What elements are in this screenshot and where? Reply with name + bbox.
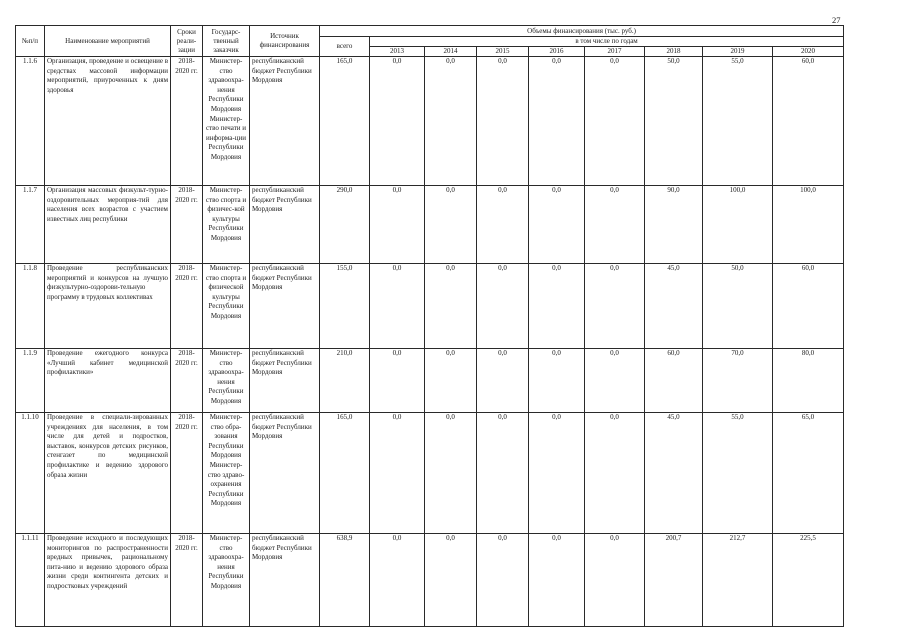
row-customer: Министер-ство здравоохра-нения Республики Мордовия xyxy=(203,534,250,627)
row-value: 0,0 xyxy=(529,57,585,186)
row-value: 0,0 xyxy=(477,534,529,627)
row-value: 0,0 xyxy=(370,413,425,534)
row-value: 60,0 xyxy=(773,57,844,186)
row-value: 0,0 xyxy=(585,349,645,413)
row-total: 290,0 xyxy=(320,186,370,264)
row-value: 0,0 xyxy=(425,534,477,627)
row-value: 0,0 xyxy=(477,186,529,264)
row-source: республиканский бюджет Республики Мордовия xyxy=(250,413,320,534)
row-value: 0,0 xyxy=(425,413,477,534)
row-value: 0,0 xyxy=(477,349,529,413)
row-value: 60,0 xyxy=(645,349,703,413)
header-name: Наименование мероприятий xyxy=(45,26,171,57)
row-value: 0,0 xyxy=(529,186,585,264)
row-value: 0,0 xyxy=(477,413,529,534)
row-total: 638,9 xyxy=(320,534,370,627)
row-number: 1.1.10 xyxy=(16,413,45,534)
header-num: №п/п xyxy=(16,26,45,57)
row-number: 1.1.9 xyxy=(16,349,45,413)
header-year: 2018 xyxy=(645,47,703,57)
row-value: 70,0 xyxy=(703,349,773,413)
row-total: 165,0 xyxy=(320,413,370,534)
header-year: 2015 xyxy=(477,47,529,57)
table-row xyxy=(16,264,844,349)
row-value: 0,0 xyxy=(370,186,425,264)
row-value: 0,0 xyxy=(529,264,585,349)
row-value: 0,0 xyxy=(370,57,425,186)
row-value: 0,0 xyxy=(425,349,477,413)
row-total: 155,0 xyxy=(320,264,370,349)
page-number: 27 xyxy=(832,15,841,25)
row-term: 2018-2020 гг. xyxy=(171,186,203,264)
header-year: 2017 xyxy=(585,47,645,57)
row-value: 200,7 xyxy=(645,534,703,627)
financing-table xyxy=(15,25,844,627)
row-value: 0,0 xyxy=(529,349,585,413)
table-row xyxy=(16,349,844,413)
row-value: 50,0 xyxy=(645,57,703,186)
row-customer: Министер-ство обра-зования Республики Мордовия Министер-ство здраво-охранения Республики Мордовия xyxy=(203,413,250,534)
row-value: 45,0 xyxy=(645,264,703,349)
row-number: 1.1.6 xyxy=(16,57,45,186)
row-source: республиканский бюджет Республики Мордовия xyxy=(250,57,320,186)
header-term: Сроки реали-зации xyxy=(171,26,203,57)
row-activity-name: Организация, проведение и освещение в средствах массовой информации мероприятий, приуроченных к дням здоровья xyxy=(45,57,171,186)
table-row xyxy=(16,534,844,627)
row-activity-name: Проведение исходного и последующих мониторингов по распространенности вредных привычек, рациональному пита-нию и ведению здорового образа жизни среди контингента детских и подростковых учреждений xyxy=(45,534,171,627)
row-value: 212,7 xyxy=(703,534,773,627)
row-activity-name: Проведение в специали-зированных учреждениях для населения, в том числе для детей и подростков, выставок, конкурсов детских рисунков, стенгазет по медицинской профилактике и ведению здорового образа жизни xyxy=(45,413,171,534)
row-value: 0,0 xyxy=(477,57,529,186)
row-source: республиканский бюджет Республики Мордовия xyxy=(250,534,320,627)
row-value: 0,0 xyxy=(585,264,645,349)
row-value: 0,0 xyxy=(585,186,645,264)
row-term: 2018-2020 гг. xyxy=(171,57,203,186)
row-term: 2018-2020 гг. xyxy=(171,413,203,534)
row-term: 2018-2020 гг. xyxy=(171,264,203,349)
row-value: 100,0 xyxy=(703,186,773,264)
row-value: 45,0 xyxy=(645,413,703,534)
header-year: 2013 xyxy=(370,47,425,57)
row-value: 80,0 xyxy=(773,349,844,413)
header-year: 2016 xyxy=(529,47,585,57)
row-value: 0,0 xyxy=(585,413,645,534)
row-value: 0,0 xyxy=(529,534,585,627)
header-year: 2014 xyxy=(425,47,477,57)
header-by-years: в том числе по годам xyxy=(370,37,844,47)
row-source: республиканский бюджет Республики Мордовия xyxy=(250,186,320,264)
row-customer: Министер-ство спорта и физической культуры Республики Мордовия xyxy=(203,264,250,349)
row-value: 50,0 xyxy=(703,264,773,349)
row-customer: Министер-ство здравоохра-нения Республики Мордовия xyxy=(203,349,250,413)
row-value: 55,0 xyxy=(703,413,773,534)
row-value: 0,0 xyxy=(370,264,425,349)
row-customer: Министер-ство здравоохра-нения Республики Мордовия Министер-ство печати и информа-ции Республики Мордовия xyxy=(203,57,250,186)
row-value: 0,0 xyxy=(370,534,425,627)
row-value: 0,0 xyxy=(425,57,477,186)
row-value: 0,0 xyxy=(585,534,645,627)
row-value: 90,0 xyxy=(645,186,703,264)
row-term: 2018-2020 гг. xyxy=(171,534,203,627)
row-value: 0,0 xyxy=(585,57,645,186)
row-customer: Министер-ство спорта и физичес-кой культуры Республики Мордовия xyxy=(203,186,250,264)
row-number: 1.1.7 xyxy=(16,186,45,264)
row-activity-name: Проведение республиканских мероприятий и конкурсов на лучшую физкультурно-оздорови-тельную программу в трудовых коллективах xyxy=(45,264,171,349)
row-value: 100,0 xyxy=(773,186,844,264)
table-row xyxy=(16,413,844,534)
row-number: 1.1.11 xyxy=(16,534,45,627)
header-source: Источник финансирования xyxy=(250,26,320,57)
table-row xyxy=(16,57,844,186)
row-value: 0,0 xyxy=(477,264,529,349)
row-value: 65,0 xyxy=(773,413,844,534)
row-total: 210,0 xyxy=(320,349,370,413)
row-value: 225,5 xyxy=(773,534,844,627)
row-value: 0,0 xyxy=(370,349,425,413)
row-value: 0,0 xyxy=(529,413,585,534)
row-activity-name: Проведение ежегодного конкурса «Лучший кабинет медицинской профилактики» xyxy=(45,349,171,413)
header-year: 2019 xyxy=(703,47,773,57)
header-volume: Объемы финансирования (тыс. руб.) xyxy=(320,26,844,37)
header-customer: Государс-твенный заказчик xyxy=(203,26,250,57)
row-value: 55,0 xyxy=(703,57,773,186)
row-activity-name: Организация массовых физкульт-турно-оздоровительных мероприя-тий для населения всех возрастов с участием известных лиц республики xyxy=(45,186,171,264)
row-source: республиканский бюджет Республики Мордовия xyxy=(250,264,320,349)
table-row xyxy=(16,186,844,264)
row-source: республиканский бюджет Республики Мордовия xyxy=(250,349,320,413)
header-total: всего xyxy=(320,37,370,57)
row-term: 2018-2020 гг. xyxy=(171,349,203,413)
row-value: 0,0 xyxy=(425,186,477,264)
row-total: 165,0 xyxy=(320,57,370,186)
row-number: 1.1.8 xyxy=(16,264,45,349)
row-value: 60,0 xyxy=(773,264,844,349)
row-value: 0,0 xyxy=(425,264,477,349)
header-year: 2020 xyxy=(773,47,844,57)
